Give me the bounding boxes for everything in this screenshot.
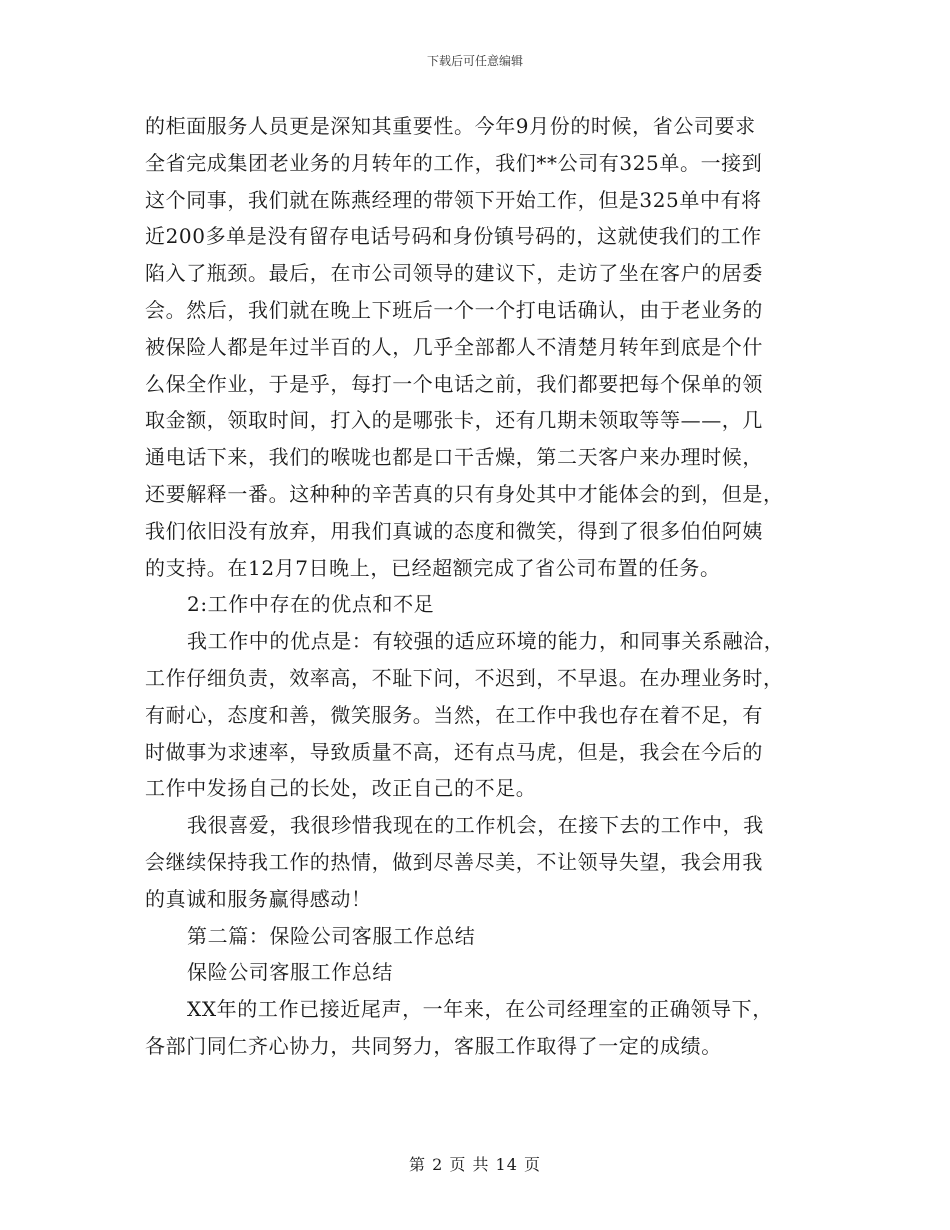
text-line: 我们依旧没有放弃，用我们真诚的态度和微笑，得到了很多伯伯阿姨 [145, 518, 763, 543]
text-line: 还要解释一番。这种种的辛苦真的只有身处其中才能体会的到，但是， [145, 481, 784, 506]
page-footer: 第 2 页 共 14 页 [409, 1155, 541, 1174]
text-line: 陷入了瓶颈。最后，在市公司领导的建议下，走访了坐在客户的居委 [145, 261, 763, 286]
text-line: 各部门同仁齐心协力，共同努力，客服工作取得了一定的成绩。 [145, 1033, 722, 1058]
text-line: 2:工作中存在的优点和不足 [187, 592, 435, 617]
text-line: 我很喜爱，我很珍惜我现在的工作机会，在接下去的工作中，我 [187, 813, 764, 838]
text-line: 工作中发扬自己的长处，改正自己的不足。 [145, 776, 537, 801]
text-line: 保险公司客服工作总结 [187, 960, 393, 985]
text-line: 么保全作业，于是乎，每打一个电话之前，我们都要把每个保单的领 [145, 371, 763, 396]
text-line: 第二篇：保险公司客服工作总结 [187, 923, 476, 948]
text-line: XX年的工作已接近尾声，一年来，在公司经理室的正确领导下， [187, 997, 773, 1022]
text-line: 会继续保持我工作的热情，做到尽善尽美，不让领导失望，我会用我 [145, 849, 763, 874]
text-line: 被保险人都是年过半百的人，几乎全部都人不清楚月转年到底是个什 [145, 334, 763, 359]
text-line: 时做事为求速率，导致质量不高，还有点马虎，但是，我会在今后的 [145, 739, 763, 764]
text-line: 通电话下来，我们的喉咙也都是口干舌燥，第二天客户来办理时候， [145, 445, 763, 470]
header-note: 下载后可任意编辑 [426, 54, 523, 68]
text-line: 这个同事，我们就在陈燕经理的带领下开始工作，但是325单中有将 [145, 187, 762, 212]
body-text [145, 108, 810, 1065]
text-line: 取金额，领取时间，打入的是哪张卡，还有几期未领取等等——，几 [145, 408, 763, 433]
text-line: 的真诚和服务赢得感动！ [145, 886, 372, 911]
text-line: 会。然后，我们就在晚上下班后一个一个打电话确认，由于老业务的 [145, 297, 763, 322]
text-line: 工作仔细负责，效率高，不耻下问，不迟到，不早退。在办理业务时， [145, 665, 784, 690]
text-line: 全省完成集团老业务的月转年的工作，我们**公司有325单。一接到 [145, 150, 763, 175]
text-line: 有耐心，态度和善，微笑服务。当然，在工作中我也存在着不足，有 [145, 702, 763, 727]
text-line: 的柜面服务人员更是深知其重要性。今年9月份的时候，省公司要求 [145, 114, 756, 138]
text-line: 的支持。在12月7日晚上，已经超额完成了省公司布置的任务。 [145, 555, 721, 580]
text-line: 近200多单是没有留存电话号码和身份镇号码的，这就使我们的工作 [145, 224, 762, 249]
text-line: 我工作中的优点是：有较强的适应环境的能力，和同事关系融洽， [187, 629, 785, 654]
